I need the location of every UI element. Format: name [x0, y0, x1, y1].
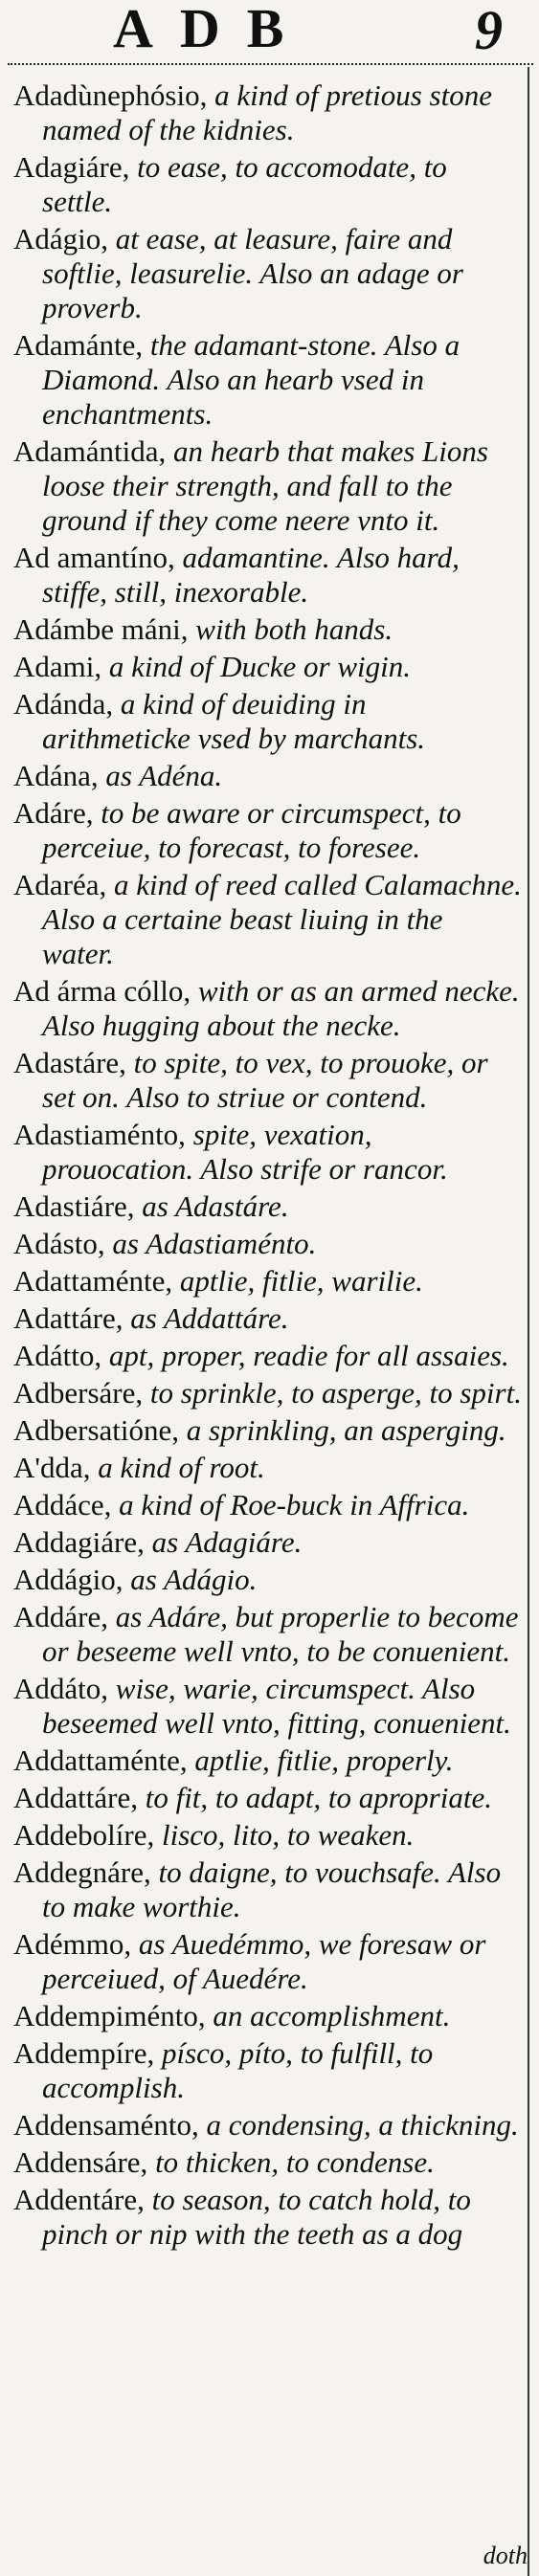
entry-definition: an accomplishment.	[205, 1999, 451, 2032]
entry-headword: Addágio,	[13, 1563, 124, 1596]
dictionary-entry	[13, 2036, 522, 2105]
page-header	[0, 0, 539, 61]
entry-headword: Adattaménte,	[13, 1264, 173, 1298]
dictionary-entry	[13, 868, 522, 971]
entry-definition: at ease, at leasure, faire and softlie, leasurelie. Also an adage or proverb.	[42, 222, 463, 324]
page-number: 9	[475, 0, 503, 61]
dictionary-entry	[13, 150, 522, 219]
entry-definition: a kind of pretious stone named of the kidnies.	[42, 78, 492, 146]
entry-definition: a sprinkling, an asperging.	[179, 1413, 506, 1447]
entry-headword: Addattáre,	[13, 1781, 138, 1814]
entry-definition: a kind of root.	[90, 1451, 265, 1484]
entry-headword: Adamántida,	[13, 434, 167, 468]
dictionary-entry	[13, 1488, 522, 1522]
entry-definition: as Addattáre.	[123, 1301, 289, 1335]
entry-headword: Addáre,	[13, 1600, 108, 1633]
entry-headword: Addempíre,	[13, 2036, 155, 2070]
dictionary-entry	[13, 2108, 522, 2143]
entry-definition: with both hands.	[188, 612, 393, 646]
entry-headword: Adémmo,	[13, 1927, 132, 1961]
entry-definition: to thicken, to condense.	[147, 2145, 435, 2179]
entry-definition: to be aware or circumspect, to perceiue, to forecast, to foresee.	[42, 796, 461, 864]
entry-definition: a kind of deuiding in arithmeticke vsed by marchants.	[42, 687, 426, 755]
entry-definition: the adamant-stone. Also a Diamond. Also an hearb vsed in enchantments.	[42, 328, 460, 431]
dictionary-entry	[13, 1189, 522, 1224]
entry-headword: Adadùnephósio,	[13, 78, 208, 112]
entry-definition: as Adéna.	[98, 759, 223, 792]
entry-headword: Addensáre,	[13, 2145, 148, 2179]
dictionary-entry	[13, 222, 522, 325]
entry-headword: Addempiménto,	[13, 1999, 206, 2032]
dictionary-entry	[13, 1999, 522, 2033]
entry-headword: Addáto,	[13, 1672, 109, 1705]
entry-headword: Adaréa,	[13, 868, 107, 901]
dictionary-entry	[13, 1227, 522, 1261]
entry-headword: Adattáre,	[13, 1301, 124, 1335]
entry-definition: as Auedémmo, we foresaw or perceiued, of Auedére.	[42, 1927, 486, 1995]
entry-headword: Addebolíre,	[13, 1818, 155, 1852]
entry-list	[13, 78, 522, 2254]
entry-definition: písco, píto, to fulfill, to accomplish.	[42, 2036, 434, 2104]
entry-headword: Addagiáre,	[13, 1525, 145, 1559]
entry-headword: Adána,	[13, 759, 99, 792]
entry-definition: aptlie, fitlie, warilie.	[172, 1264, 423, 1298]
entry-headword: A'dda,	[13, 1451, 91, 1484]
entry-definition: to season, to catch hold, to pinch or nip with the teeth as a dog	[42, 2183, 471, 2251]
entry-definition: lisco, lito, to weaken.	[154, 1818, 415, 1852]
entry-definition: a condensing, a thickning.	[198, 2108, 519, 2142]
dictionary-entry	[13, 1927, 522, 1996]
dictionary-entry	[13, 687, 522, 756]
entry-definition: to spite, to vex, to prouoke, or set on. Also to striue or contend.	[42, 1046, 488, 1114]
dictionary-entry	[13, 1301, 522, 1336]
entry-headword: Addensaménto,	[13, 2108, 199, 2142]
entry-headword: Adastiaménto,	[13, 1118, 186, 1151]
entry-definition: as Adágio.	[123, 1563, 258, 1596]
dictionary-entry	[13, 612, 522, 647]
dictionary-entry	[13, 1046, 522, 1115]
column-rule	[528, 67, 529, 2576]
entry-headword: Ad amantíno,	[13, 541, 175, 574]
entry-definition: as Adagiáre.	[144, 1525, 303, 1559]
dictionary-entry	[13, 759, 522, 793]
dictionary-entry	[13, 2145, 522, 2180]
running-head: ADB	[113, 0, 311, 59]
dictionary-entry	[13, 2183, 522, 2252]
entry-definition: to sprinkle, to asperge, to spirt.	[143, 1376, 522, 1410]
catchword: doth	[483, 2542, 528, 2569]
dictionary-entry	[13, 796, 522, 865]
dictionary-entry	[13, 650, 522, 684]
dictionary-entry	[13, 1818, 522, 1853]
dictionary-entry	[13, 1376, 522, 1410]
entry-definition: to ease, to accomodate, to settle.	[42, 150, 447, 218]
entry-definition: as Adastiaménto.	[104, 1227, 317, 1260]
entry-headword: Adásto,	[13, 1227, 105, 1260]
entry-definition: adamantine. Also hard, stiffe, still, inexorable.	[42, 541, 460, 609]
entry-definition: apt, proper, readie for all assaies.	[101, 1339, 509, 1372]
dictionary-entry	[13, 328, 522, 432]
dictionary-entry	[13, 1451, 522, 1485]
entry-definition: aptlie, fitlie, properly.	[187, 1743, 454, 1777]
entry-headword: Adátto,	[13, 1339, 102, 1372]
dictionary-entry	[13, 974, 522, 1043]
dictionary-entry	[13, 1563, 522, 1597]
entry-definition: wise, warie, circumspect. Also beseemed well vnto, fitting, conuenient.	[42, 1672, 511, 1740]
dictionary-entry	[13, 1600, 522, 1669]
entry-definition: a kind of Ducke or wigin.	[101, 650, 411, 683]
entry-headword: Adastáre,	[13, 1046, 126, 1079]
entry-definition: a kind of Roe-buck in Affrica.	[111, 1488, 470, 1521]
entry-headword: Adastiáre,	[13, 1189, 135, 1223]
entry-definition: as Adastáre.	[134, 1189, 289, 1223]
entry-definition: to daigne, to vouchsafe. Also to make worthie.	[42, 1855, 502, 1923]
dictionary-entry	[13, 1855, 522, 1924]
entry-definition: to fit, to adapt, to apropriate.	[137, 1781, 492, 1814]
entry-definition: with or as an armed necke. Also hugging about the necke.	[42, 974, 520, 1042]
dictionary-entry	[13, 1413, 522, 1448]
entry-headword: Adágio,	[13, 222, 109, 255]
dictionary-entry	[13, 541, 522, 610]
header-rule	[8, 63, 533, 65]
entry-definition: spite, vexation, prouocation. Also strife or rancor.	[42, 1118, 448, 1186]
dictionary-entry	[13, 1118, 522, 1187]
dictionary-entry	[13, 434, 522, 538]
entry-headword: Adbersatióne,	[13, 1413, 180, 1447]
entry-headword: Ad árma cóllo,	[13, 974, 191, 1008]
dictionary-entry	[13, 1525, 522, 1560]
entry-headword: Adámbe máni,	[13, 612, 189, 646]
dictionary-entry	[13, 78, 522, 147]
entry-headword: Adagiáre,	[13, 150, 130, 184]
entry-definition: an hearb that makes Lions loose their strength, and fall to the ground if they come neere vnto it.	[42, 434, 488, 537]
entry-headword: Addegnáre,	[13, 1855, 151, 1889]
entry-headword: Adamánte,	[13, 328, 144, 362]
entry-headword: Addattaménte,	[13, 1743, 188, 1777]
entry-definition: a kind of reed called Calamachne. Also a certaine beast liuing in the water.	[42, 868, 522, 970]
dictionary-entry	[13, 1672, 522, 1741]
dictionary-entry	[13, 1339, 522, 1373]
dictionary-entry	[13, 1781, 522, 1815]
dictionary-entry	[13, 1264, 522, 1299]
entry-headword: Adbersáre,	[13, 1376, 144, 1410]
entry-headword: Addáce,	[13, 1488, 112, 1521]
entry-headword: Addentáre,	[13, 2183, 145, 2216]
entry-definition: as Adáre, but properlie to become or beseeme well vnto, to be conuenient.	[42, 1600, 519, 1668]
entry-headword: Adánda,	[13, 687, 114, 721]
entry-headword: Adáre,	[13, 796, 94, 830]
dictionary-entry	[13, 1743, 522, 1778]
entry-headword: Adami,	[13, 650, 102, 683]
